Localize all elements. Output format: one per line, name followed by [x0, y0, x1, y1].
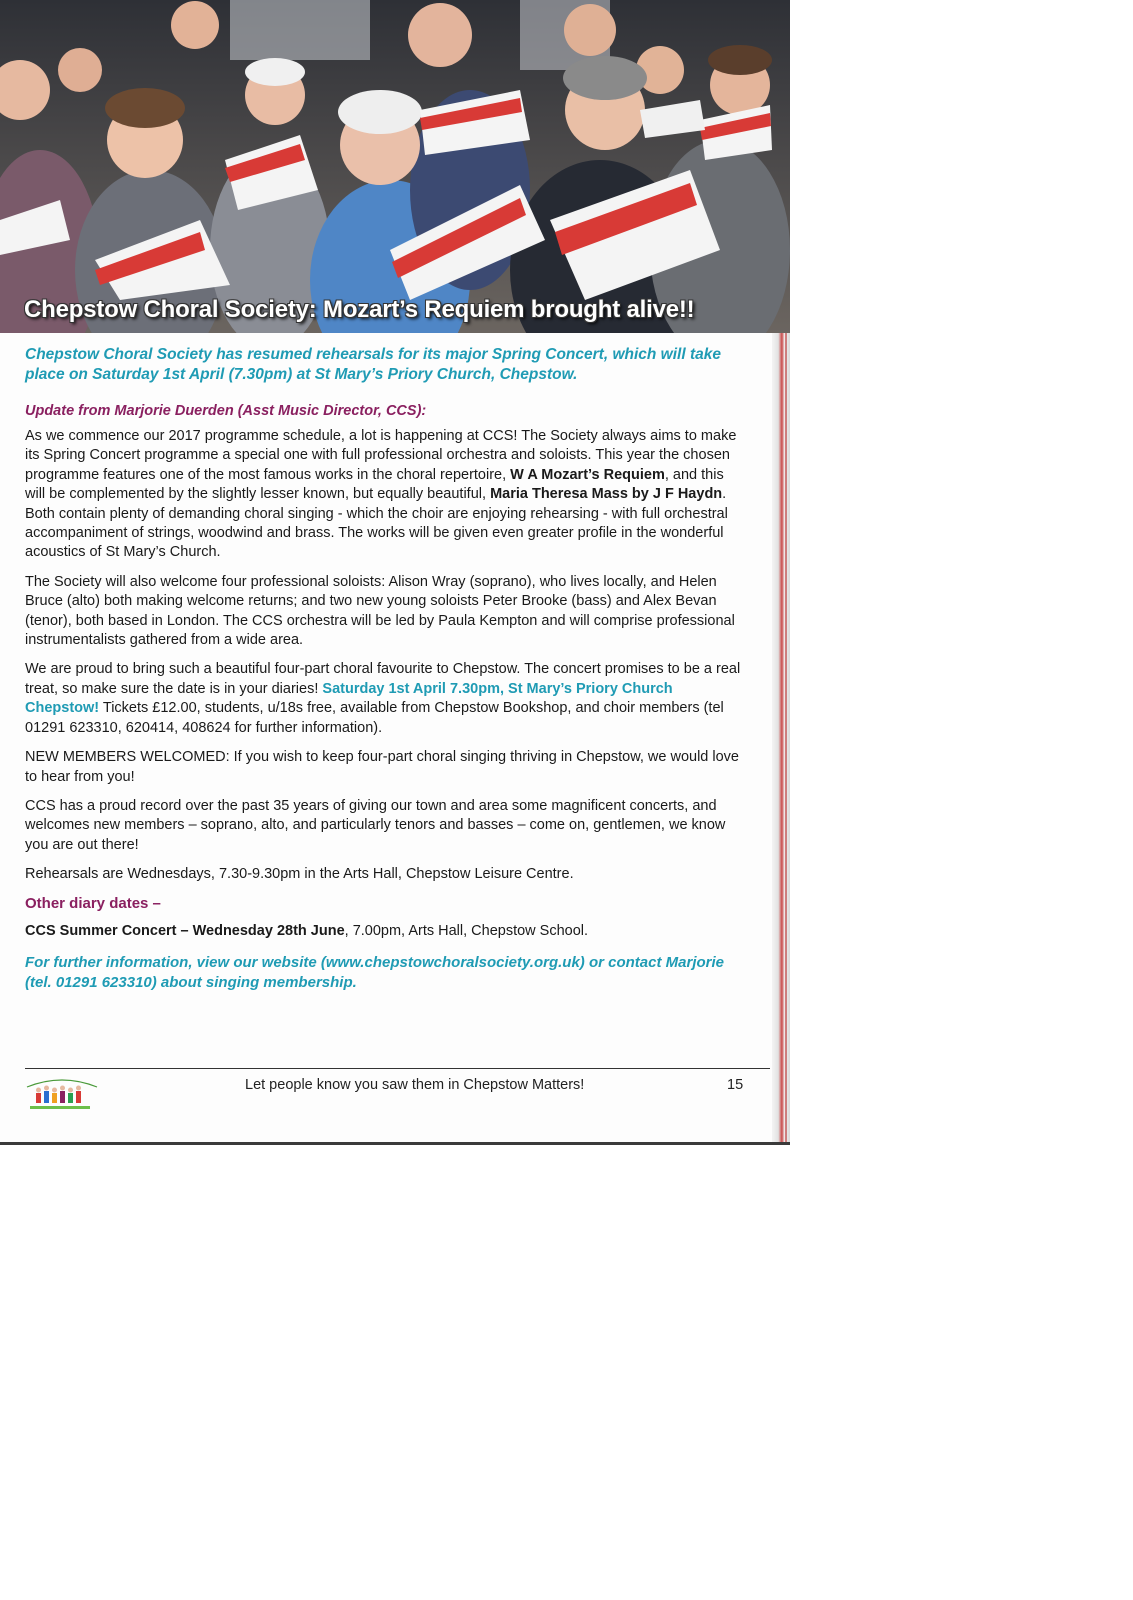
page-number: 15: [727, 1077, 744, 1093]
chepstow-matters-logo: [22, 1073, 102, 1113]
mozart-requiem: W A Mozart’s Requiem: [510, 466, 665, 483]
text: . Both contain plenty of demanding choral singing - which the choir are enjoying rehearsing - with full orchestral accompaniment of strings, woodwind and brass. The works will be given even greater profile in the wonderful acoustics of St Mary’s Church.: [25, 486, 728, 561]
magazine-page: [0, 0, 790, 1145]
text: , 7.00pm, Arts Hall, Chepstow School.: [344, 922, 589, 939]
text: Tickets £12.00, students, u/18s free, available from Chepstow Bookshop, and choir members (tel 01291 623310, 620414, 408624 for further information).: [25, 700, 724, 736]
paragraph-tickets: [25, 660, 745, 738]
article-body: [25, 345, 745, 1011]
text: We are proud to bring such a beautiful four-part choral favourite to Chepstow. The concert promises to be a real treat, so make sure the date is in your diaries!: [25, 661, 741, 697]
paragraph-programme: [25, 427, 745, 563]
other-dates-heading: Other diary dates –: [25, 894, 161, 912]
intro-paragraph: Chepstow Choral Society has resumed rehearsals for its major Spring Concert, which will take place on Saturday 1st April (7.30pm) at St Mary’s Priory Church, Chepstow.: [25, 346, 721, 383]
further-info: For further information, view our website (www.chepstowchoralsociety.org.uk) or contact Marjorie (tel. 01291 623310) about singing membership.: [25, 953, 724, 991]
choir-photo-illustration: [0, 0, 790, 333]
paragraph-soloists: The Society will also welcome four professional soloists: Alison Wray (soprano), who lives locally, and Helen Bruce (alto) both making welcome returns; and two new young soloists Peter Brooke (bass) and Alex Bevan (tenor), both based in London. The CCS orchestra will be led by Paula Kempton and will comprise professional instrumentalists gathered from a wide area.: [25, 573, 735, 649]
paragraph-rehearsals: Rehearsals are Wednesdays, 7.30-9.30pm in the Arts Hall, Chepstow Leisure Centre.: [25, 866, 574, 883]
text: As we commence our 2017 programme schedule, a lot is happening at CCS! The Society always aims to make its Spring Concert programme a special one with full professional orchestra and soloists. This year the chosen programme features one of the most famous works in the choral repertoire,: [25, 428, 737, 483]
paragraph-new-members: NEW MEMBERS WELCOMED: If you wish to keep four-part choral singing thriving in Chepstow, we would love to hear from you!: [25, 749, 739, 785]
concert-date: Saturday 1st April 7.30pm, St Mary’s Priory Church Chepstow!: [25, 680, 673, 717]
footer-rule: [25, 1068, 770, 1069]
update-heading: Update from Marjorie Duerden (Asst Music Director, CCS):: [25, 403, 427, 419]
choir-photo: [0, 0, 790, 333]
paragraph-record: CCS has a proud record over the past 35 years of giving our town and area some magnificent concerts, and welcomes new members – soprano, alto, and particularly tenors and basses – come on, gentlemen, we know you are out there!: [25, 797, 726, 853]
summer-concert-title: CCS Summer Concert – Wednesday 28th June: [25, 922, 345, 939]
summer-concert: [25, 922, 745, 941]
footer-tagline: Let people know you saw them in Chepstow Matters!: [245, 1077, 585, 1093]
headline: Chepstow Choral Society: Mozart’s Requiem brought alive!!: [24, 296, 695, 323]
text: , and this will be complemented by the slightly lesser known, but equally beautiful,: [25, 466, 724, 503]
haydn-mass: Maria Theresa Mass by J F Haydn: [490, 486, 723, 503]
